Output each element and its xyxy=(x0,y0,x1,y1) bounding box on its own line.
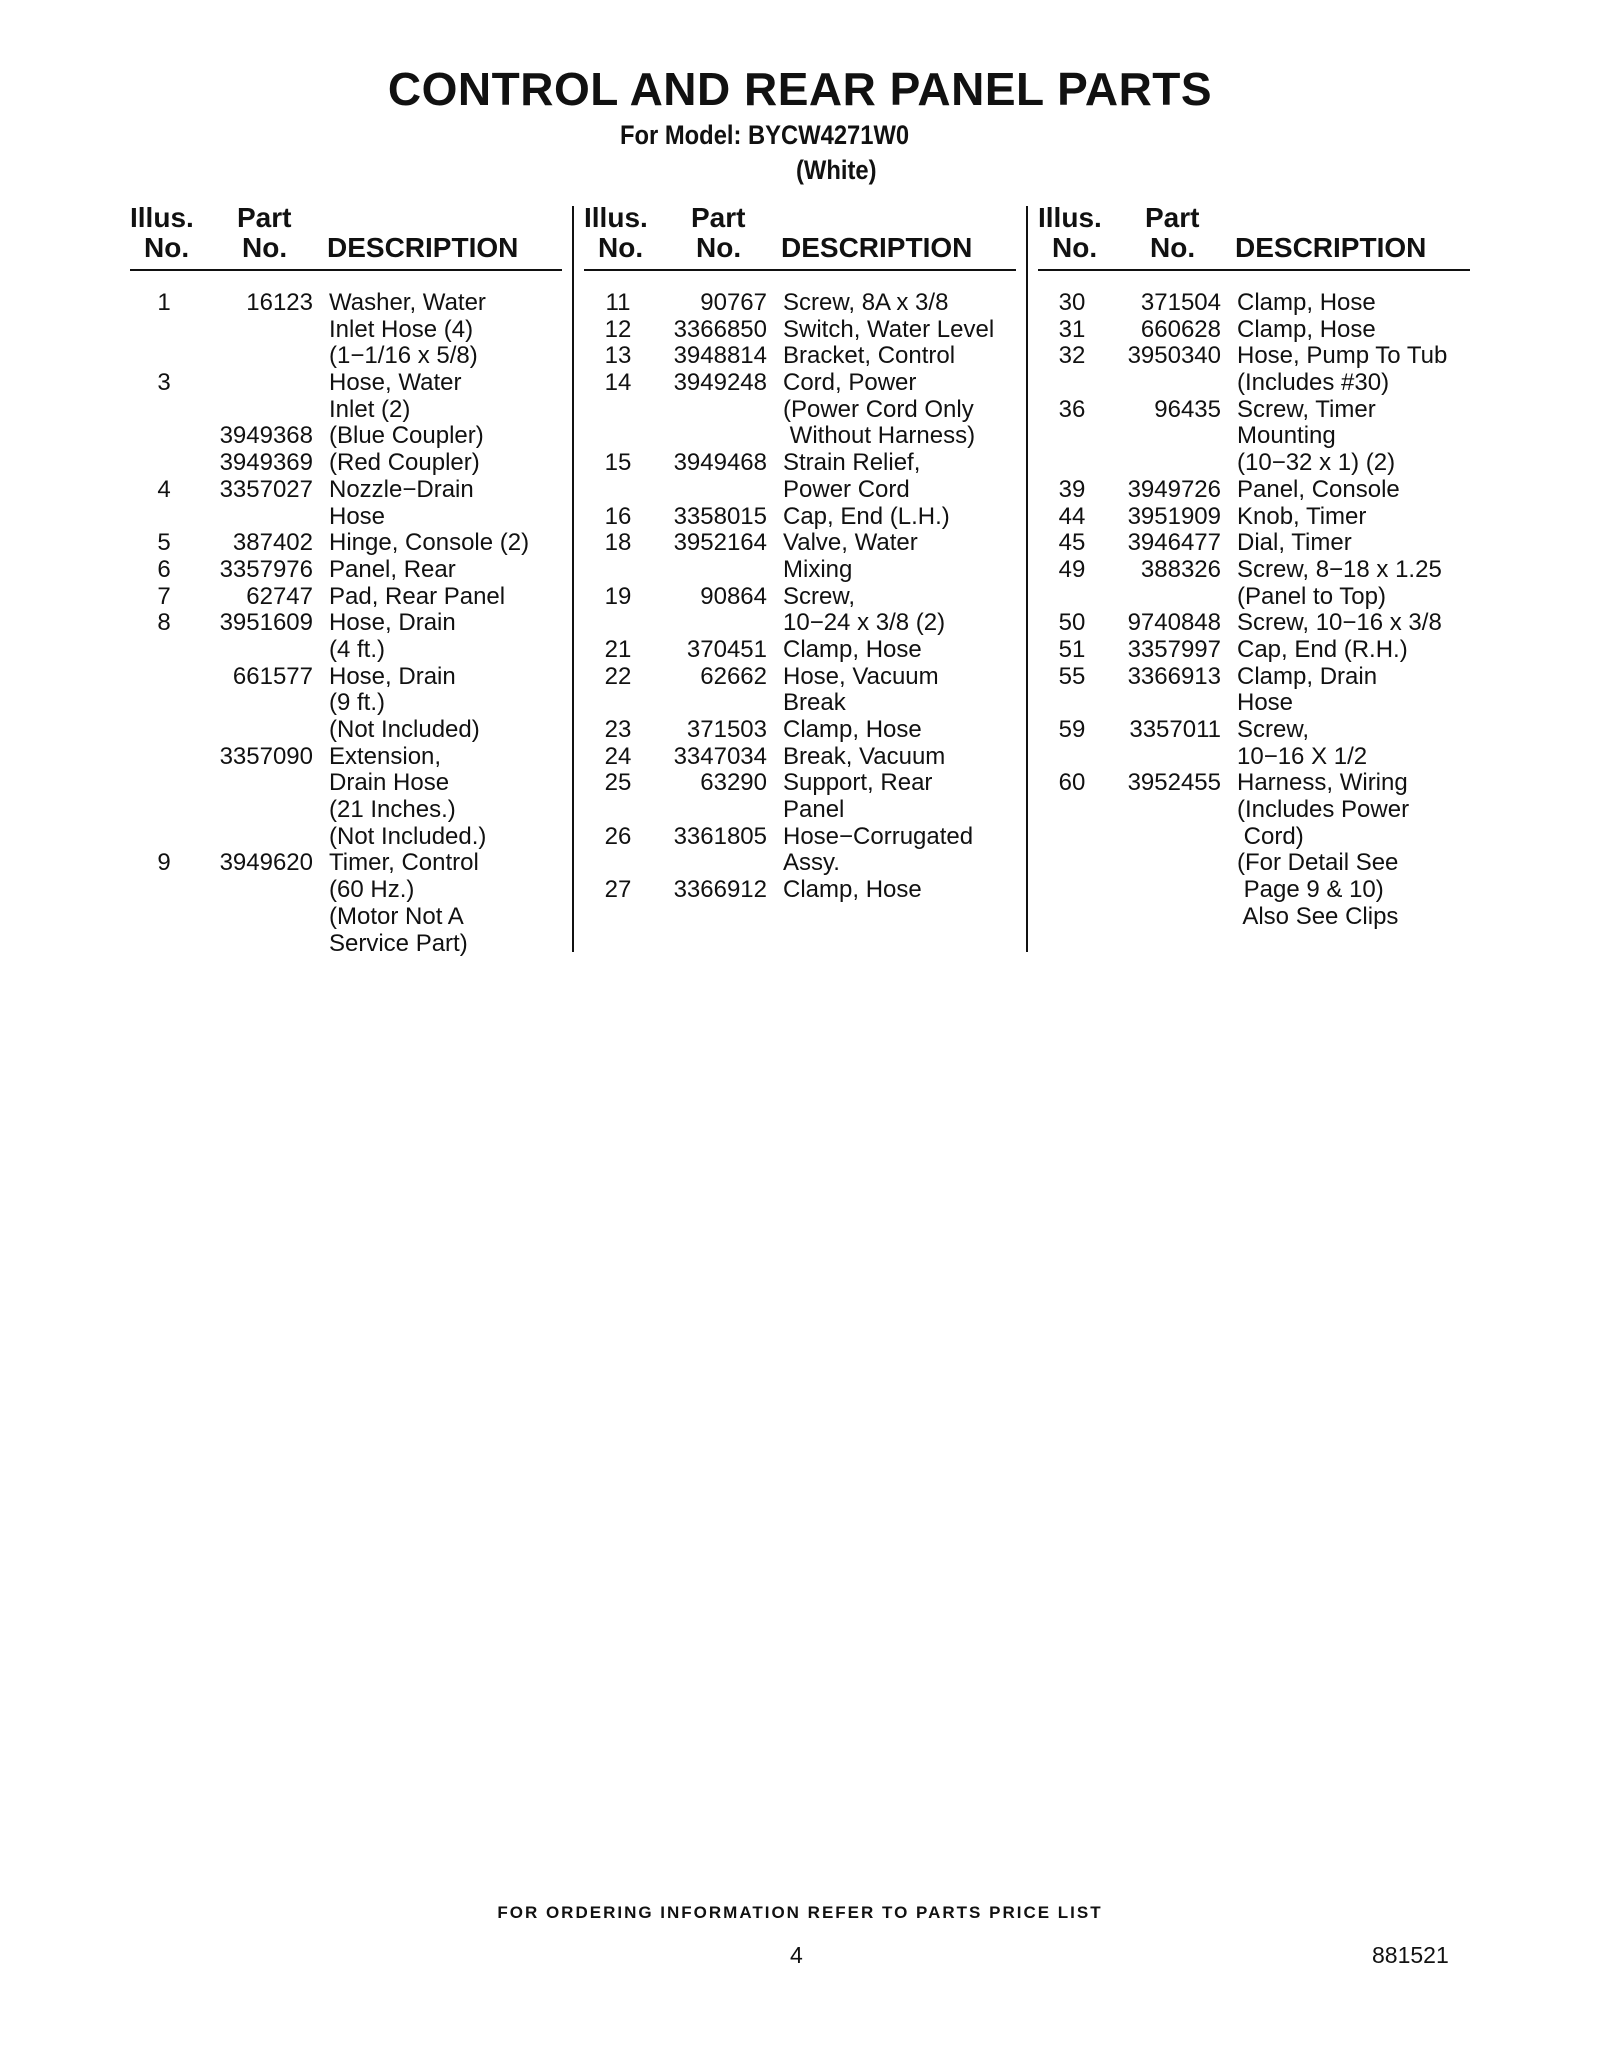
table-row xyxy=(1038,850,1470,877)
table-row xyxy=(1038,824,1470,851)
table-row xyxy=(584,824,1016,851)
table-row xyxy=(584,717,1016,744)
table-row xyxy=(1038,610,1470,637)
table-row xyxy=(584,770,1016,797)
description: Clamp, Drain xyxy=(1237,662,1378,690)
part-no: 660628 xyxy=(1140,315,1221,343)
table-row xyxy=(584,690,1016,717)
table-row xyxy=(584,877,1016,904)
description: Hose xyxy=(1237,689,1294,717)
description: Screw, 8A x 3/8 xyxy=(783,289,949,316)
description: (10−32 x 1) (2) xyxy=(1237,449,1396,477)
description: (Power Cord Only xyxy=(783,395,974,423)
table-row xyxy=(1038,423,1470,450)
illus-no: 32 xyxy=(1058,342,1086,370)
description: Panel xyxy=(783,796,845,824)
illus-no: 30 xyxy=(1058,289,1086,316)
illus-no: 45 xyxy=(1058,529,1086,557)
header-illus-no: No. xyxy=(144,232,190,263)
parts-list xyxy=(1038,290,1470,931)
table-row xyxy=(130,343,562,370)
header-part-no: No. xyxy=(1150,232,1196,263)
table-row xyxy=(130,370,562,397)
part-no: 3357976 xyxy=(219,555,313,583)
part-no: 3366850 xyxy=(673,315,767,343)
table-row xyxy=(1038,530,1470,557)
table-row xyxy=(584,370,1016,397)
description: Hose xyxy=(329,502,386,530)
illus-no: 49 xyxy=(1058,555,1086,583)
illus-no: 19 xyxy=(604,582,632,610)
table-row xyxy=(1038,637,1470,664)
description: Strain Relief, xyxy=(783,449,921,477)
part-no: 9740848 xyxy=(1127,609,1221,637)
description: Knob, Timer xyxy=(1237,502,1367,530)
description: Screw, 10−16 x 3/8 xyxy=(1237,609,1442,637)
description: (Not Included.) xyxy=(329,822,487,850)
table-row xyxy=(1038,343,1470,370)
header-part-no: No. xyxy=(696,232,742,263)
part-no: 3946477 xyxy=(1127,529,1221,557)
table-row xyxy=(1038,504,1470,531)
description: (For Detail See xyxy=(1237,849,1399,877)
part-no: 3951909 xyxy=(1127,502,1221,530)
part-no: 90864 xyxy=(700,582,767,610)
description: (9 ft.) xyxy=(329,689,386,717)
illus-no: 55 xyxy=(1058,662,1086,690)
description: Inlet (2) xyxy=(329,395,411,423)
description: (60 Hz.) xyxy=(329,876,415,904)
table-row xyxy=(1038,557,1470,584)
description: Cord, Power xyxy=(783,369,917,397)
part-no: 661577 xyxy=(232,662,313,690)
table-row xyxy=(1038,744,1470,771)
table-row xyxy=(130,770,562,797)
part-no: 370451 xyxy=(686,635,767,663)
illus-no: 7 xyxy=(157,582,171,610)
description: Harness, Wiring xyxy=(1237,769,1408,797)
part-no: 3357090 xyxy=(219,742,313,770)
header-illus-no: No. xyxy=(598,232,644,263)
illus-no: 44 xyxy=(1058,502,1086,530)
part-no: 96435 xyxy=(1154,395,1221,423)
description: Service Part) xyxy=(329,929,468,957)
column-header xyxy=(584,202,1016,272)
description: Cap, End (L.H.) xyxy=(783,502,950,530)
description: Drain Hose xyxy=(329,769,450,797)
description: (Includes #30) xyxy=(1237,369,1390,397)
part-no: 3358015 xyxy=(673,502,767,530)
table-row xyxy=(1038,584,1470,611)
description: Screw, xyxy=(1237,716,1310,743)
description: Mixing xyxy=(783,555,853,583)
description: (21 Inches.) xyxy=(329,796,456,824)
illus-no: 36 xyxy=(1058,395,1086,423)
description: (Not Included) xyxy=(329,716,480,743)
description: (Blue Coupler) xyxy=(329,422,484,450)
description: Inlet Hose (4) xyxy=(329,315,474,343)
table-row xyxy=(584,423,1016,450)
part-no: 90767 xyxy=(700,289,767,316)
description: (Red Coupler) xyxy=(329,449,480,477)
description: 10−16 X 1/2 xyxy=(1237,742,1368,770)
illus-no: 14 xyxy=(604,369,632,397)
description: Break, Vacuum xyxy=(783,742,946,770)
part-no: 3357011 xyxy=(1129,716,1221,743)
table-row xyxy=(130,931,562,958)
part-no: 3357997 xyxy=(1127,635,1221,663)
part-no: 3366912 xyxy=(673,876,767,904)
illus-no: 13 xyxy=(604,342,632,370)
table-row xyxy=(130,557,562,584)
description: Panel, Console xyxy=(1237,475,1400,503)
description: Also See Clips xyxy=(1237,902,1399,930)
description: Hose−Corrugated xyxy=(783,822,974,850)
part-no: 3949248 xyxy=(673,369,767,397)
illus-no: 6 xyxy=(157,555,171,583)
illus-no: 8 xyxy=(157,609,171,637)
illus-no: 51 xyxy=(1058,635,1086,663)
description: Hose, Vacuum xyxy=(783,662,939,690)
table-row xyxy=(1038,770,1470,797)
table-row xyxy=(584,584,1016,611)
description: Support, Rear xyxy=(783,769,933,797)
table-row xyxy=(130,397,562,424)
table-row xyxy=(130,504,562,531)
description: Screw, Timer xyxy=(1237,395,1376,423)
table-row xyxy=(584,450,1016,477)
illus-no: 24 xyxy=(604,742,632,770)
table-row xyxy=(584,343,1016,370)
header-description: DESCRIPTION xyxy=(1235,232,1427,263)
table-row xyxy=(130,850,562,877)
illus-no: 15 xyxy=(604,449,632,477)
description: Mounting xyxy=(1237,422,1336,450)
table-row xyxy=(584,477,1016,504)
table-row xyxy=(584,664,1016,691)
illus-no: 5 xyxy=(157,529,171,557)
table-row xyxy=(1038,290,1470,317)
illus-no: 4 xyxy=(157,475,171,503)
part-no: 371503 xyxy=(686,716,767,743)
description: Washer, Water xyxy=(329,289,486,316)
table-row xyxy=(130,450,562,477)
part-no: 388326 xyxy=(1140,555,1221,583)
part-no: 3952455 xyxy=(1127,769,1221,797)
description: Nozzle−Drain xyxy=(329,475,474,503)
table-row xyxy=(584,744,1016,771)
parts-column-1 xyxy=(130,202,562,957)
illus-no: 16 xyxy=(604,502,632,530)
description: (Motor Not A xyxy=(329,902,464,930)
part-no: 3949726 xyxy=(1127,475,1221,503)
description: (4 ft.) xyxy=(329,635,386,663)
illus-no: 1 xyxy=(157,289,171,316)
header-rule xyxy=(584,269,1016,271)
table-row xyxy=(130,477,562,504)
description: Without Harness) xyxy=(783,422,976,450)
part-no: 3951609 xyxy=(219,609,313,637)
table-row xyxy=(584,317,1016,344)
description: Hose, Drain xyxy=(329,662,456,690)
description: Screw, 8−18 x 1.25 xyxy=(1237,555,1442,583)
header-illus: Illus. xyxy=(584,202,648,233)
table-row xyxy=(584,610,1016,637)
table-row xyxy=(584,850,1016,877)
description: (Panel to Top) xyxy=(1237,582,1386,610)
part-no: 3366913 xyxy=(1127,662,1221,690)
illus-no: 22 xyxy=(604,662,632,690)
description: Bracket, Control xyxy=(783,342,956,370)
table-row xyxy=(130,423,562,450)
table-row xyxy=(1038,397,1470,424)
illus-no: 26 xyxy=(604,822,632,850)
table-row xyxy=(130,744,562,771)
illus-no: 25 xyxy=(604,769,632,797)
part-no: 3949368 xyxy=(219,422,313,450)
color-line: (White) xyxy=(796,155,877,185)
illus-no: 9 xyxy=(157,849,171,877)
description: Page 9 & 10) xyxy=(1237,876,1384,904)
table-row xyxy=(1038,317,1470,344)
table-row xyxy=(1038,690,1470,717)
part-no: 3949369 xyxy=(219,449,313,477)
description: Hinge, Console (2) xyxy=(329,529,530,557)
parts-column-2 xyxy=(584,202,1016,904)
header-part: Part xyxy=(237,202,292,233)
part-no: 3361805 xyxy=(673,822,767,850)
description: Clamp, Hose xyxy=(783,635,922,663)
part-no: 3952164 xyxy=(673,529,767,557)
description: Power Cord xyxy=(783,475,910,503)
column-header xyxy=(1038,202,1470,272)
table-row xyxy=(130,690,562,717)
part-no: 63290 xyxy=(700,769,767,797)
table-row xyxy=(130,904,562,931)
description: Extension, xyxy=(329,742,442,770)
column-divider xyxy=(572,206,574,952)
illus-no: 23 xyxy=(604,716,632,743)
parts-list xyxy=(584,290,1016,904)
description: Cord) xyxy=(1237,822,1304,850)
table-row xyxy=(130,317,562,344)
table-row xyxy=(1038,797,1470,824)
header-description: DESCRIPTION xyxy=(781,232,973,263)
description: Panel, Rear xyxy=(329,555,456,583)
part-no: 16123 xyxy=(246,289,313,316)
document-number: 881521 xyxy=(1372,1942,1449,1968)
illus-no: 27 xyxy=(604,876,632,904)
description: (1−1/16 x 5/8) xyxy=(329,342,478,370)
parts-column-3 xyxy=(1038,202,1470,931)
header-part-no: No. xyxy=(242,232,288,263)
header-rule xyxy=(1038,269,1470,271)
description: Screw, xyxy=(783,582,856,610)
column-header xyxy=(130,202,562,272)
part-no: 387402 xyxy=(232,529,313,557)
illus-no: 12 xyxy=(604,315,632,343)
table-row xyxy=(1038,370,1470,397)
table-row xyxy=(1038,877,1470,904)
illus-no: 18 xyxy=(604,529,632,557)
column-divider xyxy=(1026,206,1028,952)
table-row xyxy=(130,824,562,851)
table-row xyxy=(130,637,562,664)
table-row xyxy=(584,797,1016,824)
part-no: 62662 xyxy=(700,662,767,690)
table-row xyxy=(130,877,562,904)
table-row xyxy=(130,797,562,824)
illus-no: 60 xyxy=(1058,769,1086,797)
ordering-footer: FOR ORDERING INFORMATION REFER TO PARTS PRICE LIST xyxy=(497,1903,1103,1922)
description: Timer, Control xyxy=(329,849,479,877)
header-illus: Illus. xyxy=(1038,202,1102,233)
part-no: 3357027 xyxy=(219,475,313,503)
table-row xyxy=(584,290,1016,317)
header-rule xyxy=(130,269,562,271)
table-row xyxy=(1038,477,1470,504)
part-no: 62747 xyxy=(246,582,313,610)
table-row xyxy=(584,397,1016,424)
table-row xyxy=(1038,450,1470,477)
table-row xyxy=(130,610,562,637)
description: Valve, Water xyxy=(783,529,918,557)
description: Clamp, Hose xyxy=(1237,289,1376,316)
page-number: 4 xyxy=(790,1942,803,1968)
description: Assy. xyxy=(783,849,840,877)
parts-list xyxy=(130,290,562,957)
description: Dial, Timer xyxy=(1237,529,1352,557)
description: 10−24 x 3/8 (2) xyxy=(783,609,946,637)
header-illus-no: No. xyxy=(1052,232,1098,263)
description: Pad, Rear Panel xyxy=(329,582,506,610)
description: Clamp, Hose xyxy=(783,876,922,904)
table-row xyxy=(130,664,562,691)
description: (Includes Power xyxy=(1237,796,1410,824)
illus-no: 50 xyxy=(1058,609,1086,637)
part-no: 371504 xyxy=(1140,289,1221,316)
header-illus: Illus. xyxy=(130,202,194,233)
description: Switch, Water Level xyxy=(783,315,995,343)
table-row xyxy=(1038,904,1470,931)
illus-no: 11 xyxy=(605,289,631,316)
table-row xyxy=(1038,717,1470,744)
illus-no: 21 xyxy=(604,635,632,663)
description: Clamp, Hose xyxy=(783,716,922,743)
table-row xyxy=(130,584,562,611)
illus-no: 39 xyxy=(1058,475,1086,503)
description: Hose, Water xyxy=(329,369,462,397)
table-row xyxy=(584,504,1016,531)
description: Hose, Pump To Tub xyxy=(1237,342,1448,370)
illus-no: 59 xyxy=(1058,716,1086,743)
table-row xyxy=(130,530,562,557)
model-subtitle xyxy=(620,120,1025,186)
header-part: Part xyxy=(1145,202,1200,233)
table-row xyxy=(584,530,1016,557)
part-no: 3949620 xyxy=(219,849,313,877)
part-no: 3948814 xyxy=(673,342,767,370)
part-no: 3347034 xyxy=(673,742,767,770)
part-no: 3950340 xyxy=(1127,342,1221,370)
description: Clamp, Hose xyxy=(1237,315,1376,343)
header-description: DESCRIPTION xyxy=(327,232,519,263)
table-row xyxy=(1038,664,1470,691)
description: Cap, End (R.H.) xyxy=(1237,635,1408,663)
description: Break xyxy=(783,689,846,717)
header-part: Part xyxy=(691,202,746,233)
part-no: 3949468 xyxy=(673,449,767,477)
illus-no: 31 xyxy=(1058,315,1086,343)
model-line: For Model: BYCW4271W0 xyxy=(620,120,910,150)
illus-no: 3 xyxy=(157,369,171,397)
table-row xyxy=(130,290,562,317)
page-title: CONTROL AND REAR PANEL PARTS xyxy=(387,63,1213,115)
table-row xyxy=(584,557,1016,584)
description: Hose, Drain xyxy=(329,609,456,637)
table-row xyxy=(584,637,1016,664)
table-row xyxy=(130,717,562,744)
